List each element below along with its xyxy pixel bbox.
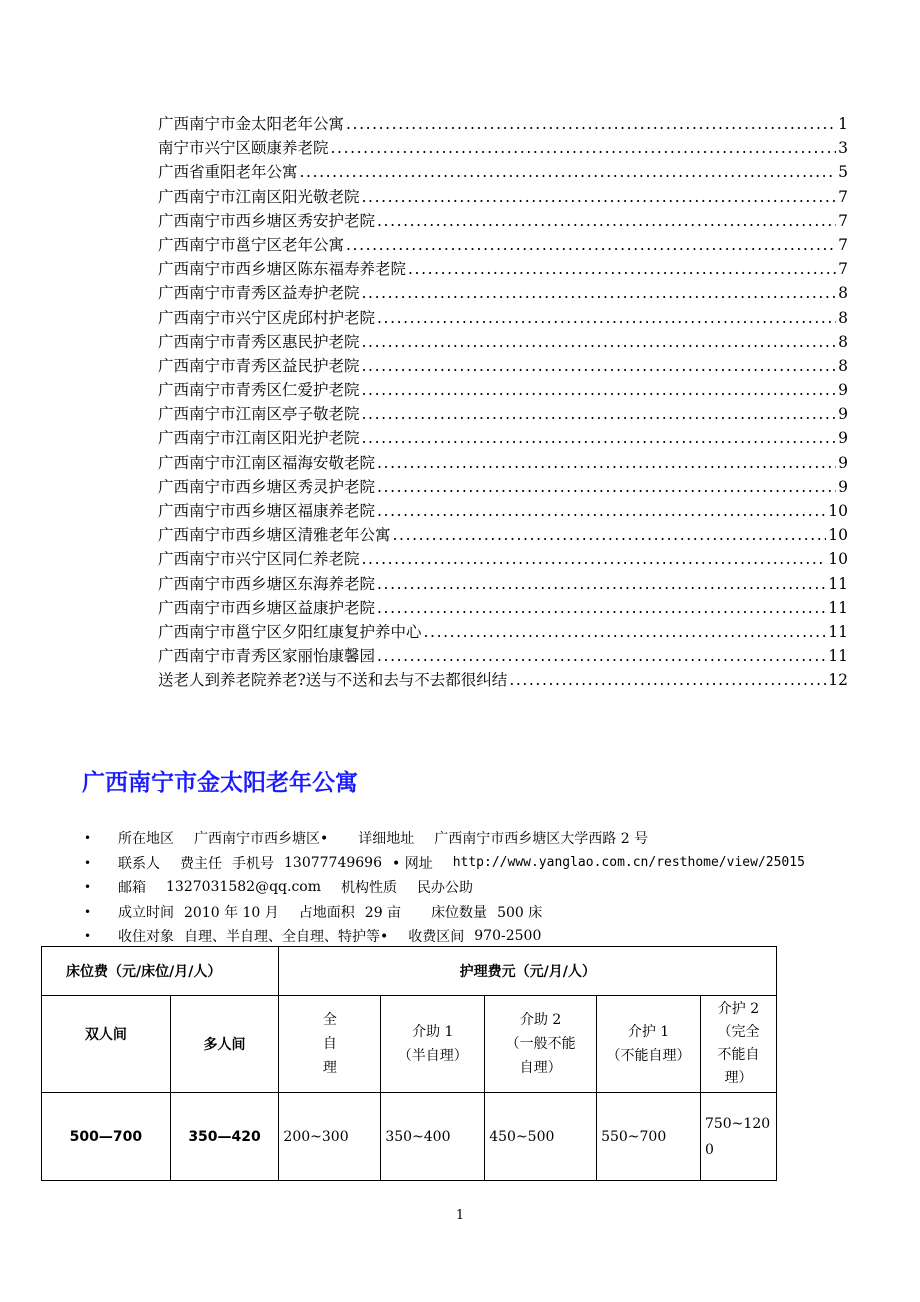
care-level-text: 不能自: [717, 1047, 760, 1063]
bullet: •: [84, 904, 92, 919]
founded-value: 2010 年 10 月: [184, 904, 279, 921]
toc-dot-leader: [331, 139, 837, 157]
toc-entry-page: 11: [828, 598, 848, 617]
toc-entry-page: 9: [838, 477, 848, 496]
land-label: 占地面积: [298, 904, 355, 921]
toc-entry-title: 送老人到养老院养老?送与不送和去与不去都很纠结: [158, 671, 508, 690]
toc-entry-title: 广西南宁市西乡塘区秀安护老院: [158, 211, 376, 230]
full-care-fee: 200~300: [279, 1093, 381, 1181]
care-level-text: 理: [322, 1060, 337, 1076]
info-row-email: [84, 875, 884, 900]
toc-entry[interactable]: [158, 596, 848, 620]
info-row-location: [84, 826, 884, 851]
care-level-text: 介护 2: [717, 1001, 760, 1017]
info-row-contact: [84, 851, 884, 876]
toc-dot-leader: [362, 381, 837, 399]
toc-entry-title: 广西南宁市西乡塘区福康养老院: [158, 502, 376, 520]
toc-entry-title: 广西南宁市江南区阳光敬老院: [158, 187, 360, 206]
toc-dot-leader: [362, 284, 837, 302]
table-header-row: [42, 947, 777, 996]
toc-entry-page: 9: [838, 381, 848, 400]
toc-dot-leader: [300, 163, 837, 181]
toc-entry[interactable]: [158, 572, 848, 596]
toc-entry[interactable]: [158, 620, 848, 644]
toc-dot-leader: [362, 188, 837, 206]
care-level-text: 介助 2: [519, 1012, 562, 1028]
double-room-header: 双人间: [42, 996, 171, 1093]
toc-entry-title: 广西南宁市青秀区仁爱护老院: [158, 381, 360, 400]
care-level-text: 全: [322, 1012, 337, 1028]
toc-entry-page: 3: [838, 139, 848, 158]
toc-entry-page: 11: [828, 647, 848, 666]
toc-dot-leader: [377, 647, 826, 665]
toc-entry[interactable]: [158, 475, 848, 499]
toc-dot-leader: [362, 429, 837, 447]
multi-room-fee: 350—420: [170, 1093, 279, 1181]
care-level-text: 介助 1: [412, 1024, 454, 1040]
toc-dot-leader: [362, 405, 837, 423]
toc-entry-page: 11: [828, 622, 848, 641]
toc-entry-page: 10: [828, 550, 848, 569]
toc-entry-page: 7: [838, 260, 848, 279]
bullet: •: [84, 831, 92, 846]
address-label: 详细地址: [358, 831, 415, 848]
toc-entry-title: 广西南宁市江南区阳光护老院: [158, 429, 360, 448]
toc-entry[interactable]: [158, 233, 848, 257]
toc-entry[interactable]: [158, 257, 848, 281]
toc-dot-leader: [377, 502, 826, 520]
toc-entry-title: 广西南宁市江南区福海安敬老院: [158, 453, 376, 472]
toc-entry[interactable]: [158, 668, 848, 692]
care1-fee: 550~700: [597, 1093, 701, 1181]
care-level-care1: [597, 996, 701, 1093]
phone-value: 13077749696: [284, 854, 382, 871]
care-level-care2: [700, 996, 776, 1093]
toc-dot-leader: [377, 478, 836, 496]
multi-room-header: 多人间: [170, 996, 279, 1093]
area-value: 广西南宁市西乡塘区•: [194, 831, 329, 848]
founded-label: 成立时间: [118, 904, 174, 921]
phone-label: 手机号: [232, 855, 274, 872]
toc-dot-leader: [377, 575, 826, 593]
toc-entry-page: 7: [838, 211, 848, 230]
toc-entry-title: 广西南宁市青秀区家丽怡康馨园: [158, 647, 376, 666]
toc-dot-leader: [408, 260, 836, 278]
toc-dot-leader: [362, 550, 827, 568]
toc-entry-page: 12: [828, 671, 848, 690]
page-number: 1: [455, 1208, 465, 1223]
toc-entry[interactable]: [158, 451, 848, 475]
toc-entry-title: 广西南宁市兴宁区虎邱村护老院: [158, 308, 376, 327]
toc-dot-leader: [377, 212, 836, 230]
toc-dot-leader: [509, 671, 826, 689]
toc-dot-leader: [346, 115, 836, 133]
website-label: • 网址: [391, 855, 433, 872]
table-of-contents: [158, 112, 848, 693]
toc-entry-title: 广西南宁市金太阳老年公寓: [158, 115, 345, 133]
toc-entry[interactable]: [158, 281, 848, 305]
table-value-row: [42, 1093, 777, 1181]
toc-entry[interactable]: [158, 354, 848, 378]
toc-dot-leader: [377, 454, 836, 472]
toc-dot-leader: [393, 526, 827, 544]
toc-entry-title: 广西南宁市江南区亭子敬老院: [158, 405, 360, 424]
care-level-text: （一般不能: [505, 1036, 576, 1052]
care-level-text: （完全: [717, 1024, 760, 1040]
bullet: •: [84, 855, 92, 870]
toc-entry[interactable]: [158, 644, 848, 668]
facility-info-list: [84, 826, 884, 949]
toc-entry[interactable]: [158, 185, 848, 209]
toc-entry-title: 广西南宁市西乡塘区益康护老院: [158, 598, 376, 617]
toc-entry-page: 8: [838, 356, 848, 375]
toc-entry-page: 8: [838, 332, 848, 351]
toc-entry-title: 广西南宁市邕宁区夕阳红康复护养中心: [158, 622, 422, 641]
assist1-fee: 350~400: [381, 1093, 485, 1181]
toc-entry-page: 10: [828, 502, 848, 520]
info-row-target: [84, 924, 884, 949]
address-value: 广西南宁市西乡塘区大学西路 2 号: [434, 831, 649, 848]
toc-entry[interactable]: [158, 402, 848, 426]
care-level-text: 自理）: [519, 1060, 562, 1076]
toc-entry-title: 广西南宁市邕宁区老年公寓: [158, 235, 345, 254]
toc-entry-title: 南宁市兴宁区颐康养老院: [158, 139, 329, 158]
fee-table: [41, 946, 777, 1181]
care2-fee-line: 0: [704, 1141, 714, 1158]
toc-entry-title: 广西省重阳老年公寓: [158, 163, 298, 182]
toc-dot-leader: [346, 236, 836, 254]
bullet: •: [84, 880, 92, 895]
toc-entry-page: 5: [838, 163, 848, 182]
info-row-founded: [84, 900, 884, 925]
contact-label: 联系人: [118, 855, 160, 872]
beds-label: 床位数量: [431, 904, 488, 921]
fee-range-label: 收费区间: [408, 929, 465, 946]
toc-dot-leader: [362, 333, 837, 351]
care-level-text: （不能自理）: [606, 1048, 691, 1064]
toc-entry-title: 广西南宁市青秀区惠民护老院: [158, 332, 360, 351]
care-level-assist2: [485, 996, 597, 1093]
toc-entry[interactable]: [158, 523, 848, 547]
toc-dot-leader: [362, 357, 837, 375]
toc-entry[interactable]: [158, 209, 848, 233]
target-label: 收住对象: [118, 929, 174, 946]
care-level-text: 理）: [724, 1070, 753, 1086]
toc-entry-title: 广西南宁市西乡塘区秀灵护老院: [158, 477, 376, 496]
table-subheader-row: [42, 996, 777, 1093]
toc-entry-title: 广西南宁市兴宁区同仁养老院: [158, 550, 360, 569]
bullet: •: [84, 929, 92, 944]
toc-entry-page: 8: [838, 308, 848, 327]
toc-entry-page: 11: [828, 574, 848, 593]
toc-entry[interactable]: [158, 426, 848, 450]
bed-fee-header: 床位费（元/床位/月/人）: [42, 947, 279, 996]
toc-entry-page: 9: [838, 453, 848, 472]
toc-entry-page: 1: [838, 115, 848, 133]
double-room-fee: 500—700: [42, 1093, 171, 1181]
toc-entry[interactable]: [158, 547, 848, 571]
toc-entry[interactable]: [158, 136, 848, 160]
land-value: 29 亩: [364, 904, 402, 921]
care-level-assist1: [381, 996, 485, 1093]
toc-entry-title: 广西南宁市西乡塘区陈东福寿养老院: [158, 260, 407, 279]
toc-entry-page: 7: [838, 187, 848, 206]
toc-dot-leader: [377, 599, 826, 617]
care-level-text: （半自理）: [397, 1048, 468, 1064]
care-level-text: 自: [322, 1036, 337, 1052]
toc-entry[interactable]: [158, 330, 848, 354]
toc-entry[interactable]: [158, 306, 848, 330]
toc-entry-page: 10: [828, 526, 848, 545]
beds-value: 500 床: [497, 904, 543, 921]
toc-entry-title: 广西南宁市西乡塘区清雅老年公寓: [158, 526, 391, 545]
area-label: 所在地区: [118, 831, 174, 848]
email-value: 1327031582@qq.com: [166, 879, 321, 896]
nature-label: 机构性质: [341, 880, 397, 897]
nature-value: 民办公助: [417, 880, 473, 897]
toc-entry-title: 广西南宁市青秀区益民护老院: [158, 356, 360, 375]
toc-dot-leader: [424, 623, 827, 641]
toc-entry[interactable]: [158, 378, 848, 402]
contact-value: 费主任: [180, 855, 222, 872]
email-label: 邮箱: [118, 880, 146, 897]
toc-entry-page: 9: [838, 429, 848, 448]
care2-fee-line: 750~120: [704, 1115, 771, 1132]
toc-entry[interactable]: [158, 160, 848, 184]
toc-entry[interactable]: [158, 112, 848, 136]
care-fee-header: 护理费元（元/月/人）: [279, 947, 777, 996]
toc-entry-page: 7: [838, 235, 848, 254]
toc-entry-title: 广西南宁市青秀区益寿护老院: [158, 284, 360, 303]
toc-dot-leader: [377, 309, 836, 327]
fee-range-value: 970-2500: [474, 928, 542, 945]
toc-entry-title: 广西南宁市西乡塘区东海养老院: [158, 574, 376, 593]
website-link[interactable]: http://www.yanglao.com.cn/resthome/view/25015: [452, 855, 805, 871]
care-level-full: [279, 996, 381, 1093]
toc-entry[interactable]: [158, 499, 848, 523]
target-value: 自理、半自理、全自理、特护等•: [184, 929, 389, 946]
toc-entry-page: 9: [838, 405, 848, 424]
care2-fee: [700, 1093, 776, 1181]
section-heading: 广西南宁市金太阳老年公寓: [82, 770, 358, 796]
assist2-fee: 450~500: [485, 1093, 597, 1181]
toc-entry-page: 8: [838, 284, 848, 303]
care-level-text: 介护 1: [627, 1024, 670, 1040]
